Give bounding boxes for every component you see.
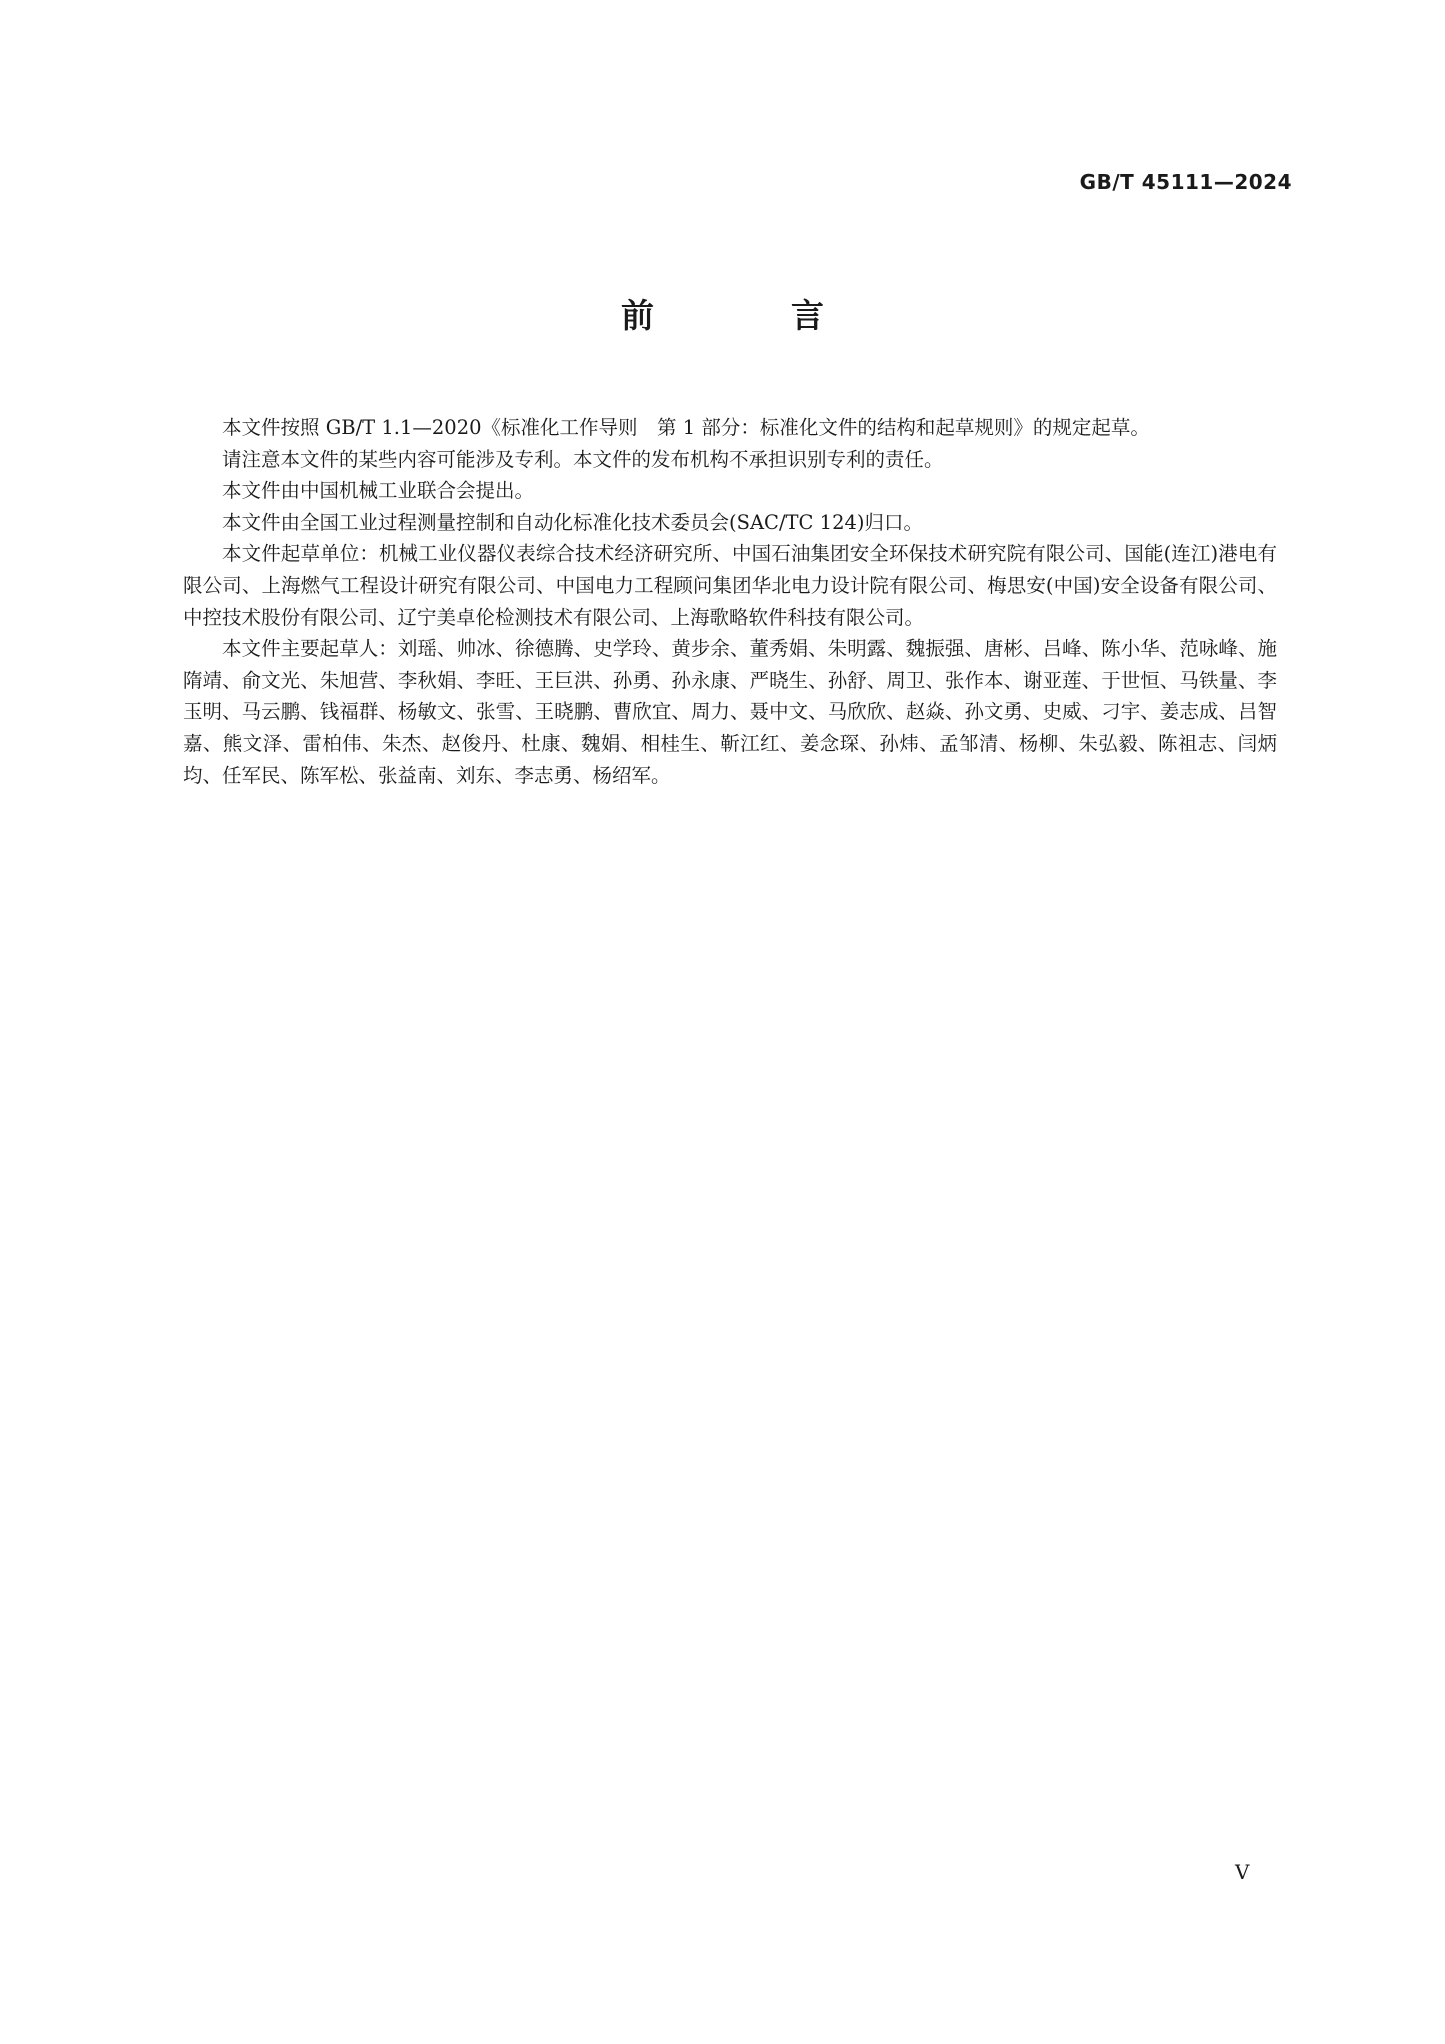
paragraph-drafting-rules: 本文件按照 GB/T 1.1—2020《标准化工作导则 第 1 部分：标准化文件的结构和起草规则》的规定起草。 [222, 416, 1150, 439]
paragraph-patent-notice: 请注意本文件的某些内容可能涉及专利。本文件的发布机构不承担识别专利的责任。 [222, 447, 944, 471]
paragraph-technical-committee: 本文件由全国工业过程测量控制和自动化标准化技术委员会(SAC/TC 124)归口。 [222, 510, 923, 534]
paragraph-drafters: 本文件主要起草人：刘瑶、帅冰、徐德腾、史学玲、黄步余、董秀娟、朱明露、魏振强、唐彬、吕峰、陈小华、范咏峰、施隋靖、俞文光、朱旭营、李秋娟、李旺、王巨洪、孙勇、孙永康、严晓生、孙舒、周卫、张作本、谢亚莲、于世恒、马铁量、李玉明、马云鹏、钱福群、杨敏文、张雪、王晓鹏、曹欣宜、周力、聂中文、马欣欣、赵焱、孙文勇、史威、刁宇、姜志成、吕智嘉、熊文泽、雷柏伟、朱杰、赵俊丹、杜康、魏娟、相桂生、靳江红、姜念琛、孙炜、孟邹清、杨柳、朱弘毅、陈祖志、闫炳均、任军民、陈军松、张益南、刘东、李志勇、杨绍军。 [183, 637, 1277, 787]
page-number: V [1235, 1860, 1250, 1884]
page-title: 前 言 [621, 296, 876, 335]
paragraph-proposer: 本文件由中国机械工业联合会提出。 [222, 479, 535, 503]
standard-code: GB/T 45111—2024 [1079, 170, 1292, 194]
paragraph-drafting-units: 本文件起草单位：机械工业仪器仪表综合技术经济研究所、中国石油集团安全环保技术研究院有限公司、国能(连江)港电有限公司、上海燃气工程设计研究有限公司、中国电力工程顾问集团华北电力设计院有限公司、梅思安(中国)安全设备有限公司、中控技术股份有限公司、辽宁美卓伦检测技术有限公司、上海歌略软件科技有限公司。 [183, 542, 1277, 629]
foreword-body [183, 412, 1277, 791]
